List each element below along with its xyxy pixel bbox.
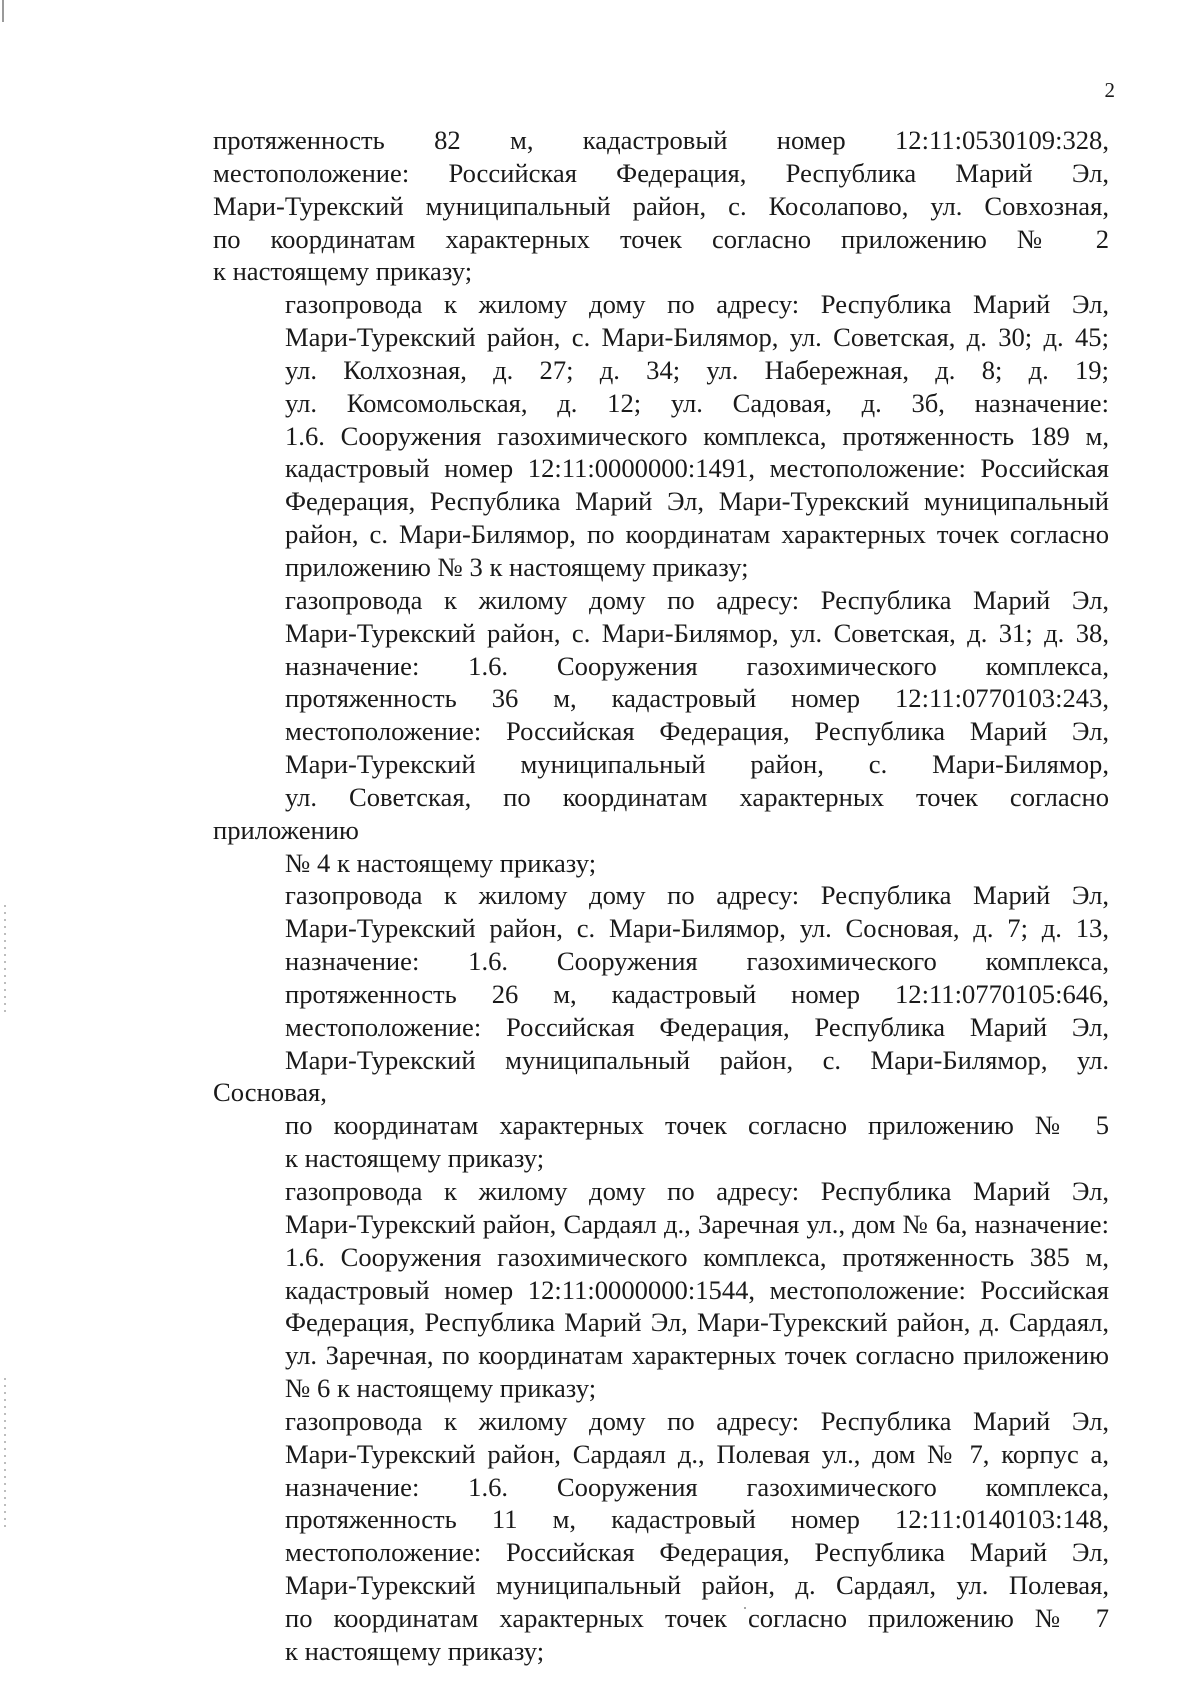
text-line: ул. Заречная, по координатам характерных точек согласно приложению xyxy=(285,1340,1109,1371)
text-line: Мари-Турекский район, Сардаял д., Полевая ул., дом № 7, корпус а, xyxy=(285,1438,1109,1469)
text-line: к настоящему приказу; xyxy=(285,1635,545,1666)
scan-edge-dots xyxy=(4,905,6,1015)
paragraph xyxy=(213,124,1109,288)
text-line: Федерация, Республика Марий Эл, Мари-Турекский район, д. Сардаял, xyxy=(285,1307,1109,1338)
text-line: Мари-Турекский район, с. Мари-Билямор, ул. Советская, д. 31; д. 38, xyxy=(285,617,1109,648)
text-line: Мари-Турекский муниципальный район, с. Мари-Билямор, ул. Сосновая, xyxy=(213,1044,1109,1108)
text-line: протяженность 11 м, кадастровый номер 12:11:0140103:148, xyxy=(285,1504,1109,1535)
text-line: местоположение: Российская Федерация, Республика Марий Эл, xyxy=(285,716,1109,747)
text-line: Федерация, Республика Марий Эл, Мари-Турекский муниципальный xyxy=(285,486,1109,517)
text-line: Мари-Турекский район, с. Мари-Билямор, ул. Сосновая, д. 7; д. 13, xyxy=(285,913,1109,944)
text-line: Мари-Турекский муниципальный район, д. Сардаял, ул. Полевая, xyxy=(285,1570,1109,1601)
text-line: к настоящему приказу; xyxy=(213,256,473,287)
text-line: Мари-Турекский район, Сардаял д., Заречная ул., дом № 6а, назначение: xyxy=(285,1208,1109,1239)
text-line: протяженность 26 м, кадастровый номер 12:11:0770105:646, xyxy=(285,978,1109,1009)
text-line: приложению № 3 к настоящему приказу; xyxy=(285,551,749,582)
text-line: ул. Колхозная, д. 27; д. 34; ул. Набережная, д. 8; д. 19; xyxy=(285,354,1109,385)
paragraph xyxy=(213,584,1109,880)
text-line: Мари-Турекский район, с. Мари-Билямор, ул. Советская, д. 30; д. 45; xyxy=(285,322,1109,353)
paragraph xyxy=(213,1175,1109,1405)
text-line: газопровода к жилому дому по адресу: Республика Марий Эл, xyxy=(285,880,1109,911)
text-line: протяженность 36 м, кадастровый номер 12:11:0770103:243, xyxy=(285,683,1109,714)
text-line: № 6 к настоящему приказу; xyxy=(285,1373,597,1404)
paragraph xyxy=(213,1405,1109,1668)
scan-edge-mark xyxy=(2,0,4,22)
text-line: назначение: 1.6. Сооружения газохимического комплекса, xyxy=(285,946,1109,977)
text-line: кадастровый номер 12:11:0000000:1544, местоположение: Российская xyxy=(285,1274,1109,1305)
text-line: 1.6. Сооружения газохимического комплекса, протяженность 385 м, xyxy=(285,1241,1109,1272)
text-line: местоположение: Российская Федерация, Республика Марий Эл, xyxy=(285,1537,1109,1568)
paragraph xyxy=(213,879,1109,1175)
paragraph xyxy=(213,288,1109,584)
text-line: протяженность 82 м, кадастровый номер 12:11:0530109:328, xyxy=(213,125,1109,155)
text-line: газопровода к жилому дому по адресу: Республика Марий Эл, xyxy=(285,289,1109,320)
text-line: № 4 к настоящему приказу; xyxy=(285,847,597,878)
text-line: газопровода к жилому дому по адресу: Республика Марий Эл, xyxy=(285,1405,1109,1436)
text-line: газопровода к жилому дому по адресу: Республика Марий Эл, xyxy=(285,1176,1109,1206)
text-line: местоположение: Российская Федерация, Республика Марий Эл, xyxy=(285,1011,1109,1042)
text-line: по координатам характерных точек согласно приложению № 2 xyxy=(213,223,1109,254)
text-line: ул. Комсомольская, д. 12; ул. Садовая, д. 3б, назначение: xyxy=(285,387,1109,418)
text-line: по координатам характерных точек согласно приложению № 7 xyxy=(285,1602,1109,1633)
text-line: газопровода к жилому дому по адресу: Республика Марий Эл, xyxy=(285,584,1109,615)
text-line: Мари-Турекский муниципальный район, с. Мари-Билямор, xyxy=(285,749,1109,780)
text-line: ул. Советская, по координатам характерных точек согласно приложению xyxy=(213,781,1109,845)
text-line: район, с. Мари-Билямор, по координатам характерных точек согласно xyxy=(285,519,1109,550)
text-line: к настоящему приказу; xyxy=(285,1143,545,1174)
text-line: Мари-Турекский муниципальный район, с. Косолапово, ул. Совхозная, xyxy=(213,190,1109,221)
text-line: кадастровый номер 12:11:0000000:1491, местоположение: Российская xyxy=(285,453,1109,484)
document-body xyxy=(213,124,1109,1668)
text-line: по координатам характерных точек согласно приложению № 5 xyxy=(285,1110,1109,1141)
text-line: местоположение: Российская Федерация, Республика Марий Эл, xyxy=(213,157,1109,188)
text-line: 1.6. Сооружения газохимического комплекса, протяженность 189 м, xyxy=(285,420,1109,451)
text-line: назначение: 1.6. Сооружения газохимического комплекса, xyxy=(285,650,1109,681)
text-line: назначение: 1.6. Сооружения газохимического комплекса, xyxy=(285,1471,1109,1502)
scan-edge-dots xyxy=(4,1378,6,1528)
page-number: 2 xyxy=(1104,78,1115,102)
